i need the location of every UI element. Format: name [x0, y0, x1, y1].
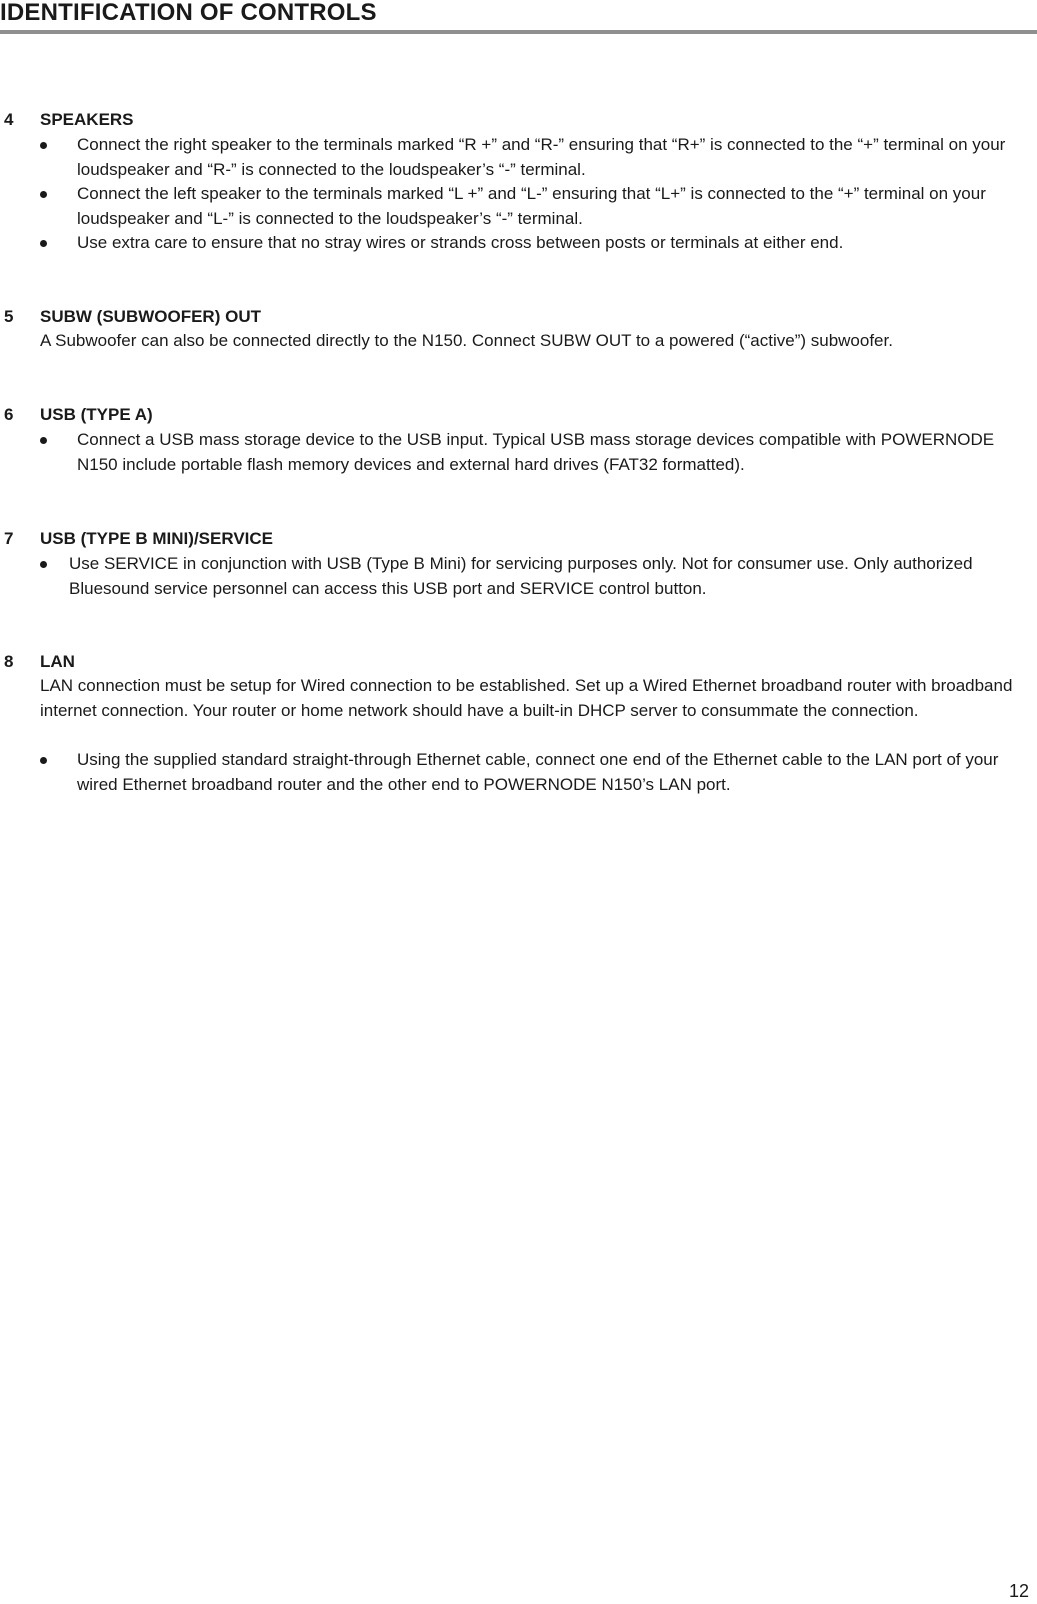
- bullet-icon: [40, 142, 47, 149]
- bullet-list: [0, 552, 1037, 601]
- list-item: [0, 552, 1037, 601]
- bullet-icon: [40, 561, 47, 568]
- page-number: 12: [1008, 1581, 1029, 1601]
- bullet-text: Use SERVICE in conjunction with USB (Type B Mini) for servicing purposes only. Not for consumer use. Only authorized Bluesound service personnel can access this USB port and SERVICE control button.: [69, 554, 973, 598]
- bullet-text: Using the supplied standard straight-through Ethernet cable, connect one end of the Ethernet cable to the LAN port of your wired Ethernet broadband router and the other end to POWERNODE N150’s LAN port.: [77, 750, 999, 794]
- section-heading: USB (TYPE A): [40, 405, 153, 424]
- list-item: [0, 231, 1037, 256]
- section-heading: LAN: [40, 652, 75, 671]
- section-paragraph: LAN connection must be setup for Wired connection to be established. Set up a Wired Ethernet broadband router with broadband internet connection. Your router or home network should have a built-in DHCP server to consummate the connection.: [40, 676, 1013, 720]
- list-item: [0, 182, 1037, 231]
- bullet-text: Connect the right speaker to the terminals marked “R +” and “R-” ensuring that “R+” is connected to the “+” terminal on your loudspeaker and “R-” is connected to the loudspeaker’s “-” terminal.: [77, 135, 1006, 179]
- bullet-text: Connect the left speaker to the terminals marked “L +” and “L-” ensuring that “L+” is connected to the “+” terminal on your loudspeaker and “L-” is connected to the loudspeaker’s “-” terminal.: [77, 184, 986, 228]
- section-number: 7: [4, 529, 14, 548]
- bullet-icon: [40, 191, 47, 198]
- section-paragraph: A Subwoofer can also be connected directly to the N150. Connect SUBW OUT to a powered (“active”) subwoofer.: [40, 331, 893, 350]
- title-divider: [0, 30, 1037, 34]
- bullet-icon: [40, 757, 47, 764]
- section-number: 4: [4, 110, 14, 129]
- section-heading: USB (TYPE B MINI)/SERVICE: [40, 529, 273, 548]
- list-item: [0, 748, 1037, 797]
- bullet-text: Use extra care to ensure that no stray wires or strands cross between posts or terminals at either end.: [77, 233, 844, 252]
- bullet-list: [0, 748, 1037, 797]
- section-heading: SPEAKERS: [40, 110, 134, 129]
- bullet-icon: [40, 437, 47, 444]
- bullet-icon: [40, 240, 47, 247]
- section-number: 6: [4, 405, 14, 424]
- list-item: [0, 428, 1037, 477]
- bullet-list: [0, 428, 1037, 477]
- section-heading: SUBW (SUBWOOFER) OUT: [40, 307, 261, 326]
- bullet-text: Connect a USB mass storage device to the USB input. Typical USB mass storage devices compatible with POWERNODE N150 include portable flash memory devices and external hard drives (FAT32 formatted).: [77, 430, 995, 474]
- section-number: 8: [4, 652, 14, 671]
- page-title: IDENTIFICATION OF CONTROLS: [0, 0, 377, 26]
- bullet-list: [0, 133, 1037, 256]
- list-item: [0, 133, 1037, 182]
- section-number: 5: [4, 307, 14, 326]
